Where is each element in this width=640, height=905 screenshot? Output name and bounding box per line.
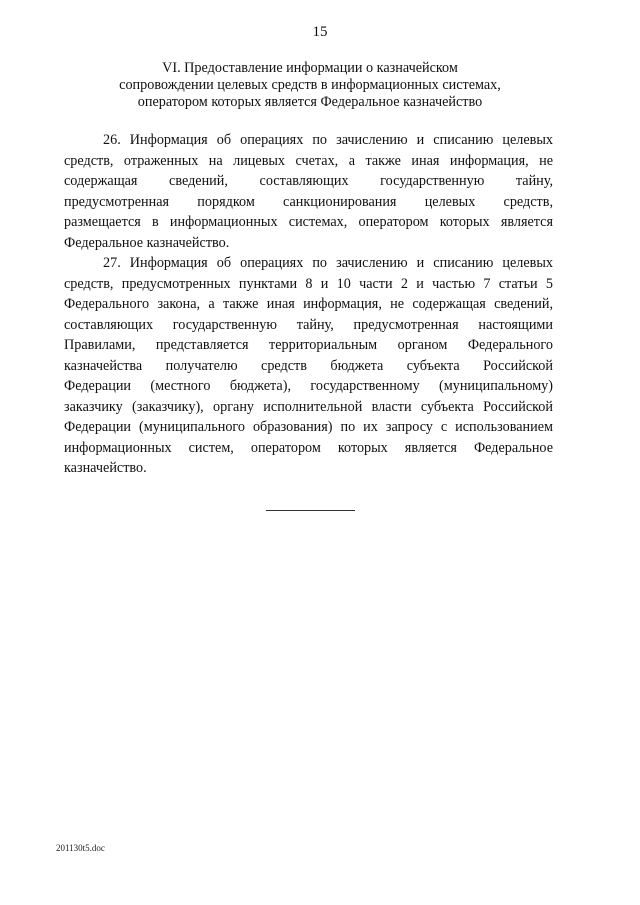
paragraph-line: казначейства получателю средств бюджета субъекта Российской [64,357,553,374]
paragraph-line: предусмотренная порядком санкционирования целевых средств, [64,193,553,210]
document-body [64,130,553,479]
page-number: 15 [312,24,328,40]
paragraph-line: заказчику (заказчику), органу исполнительной власти субъекта Российской [64,398,553,415]
paragraph-line: Федеральное казначейство. [64,234,230,251]
paragraph-line: составляющих государственную тайну, предусмотренная настоящими [64,316,553,333]
section-heading-line: VI. Предоставление информации о казначейском [162,60,458,76]
paragraph-line: информационных систем, оператором которых является Федеральное [64,439,553,456]
section-heading-line: сопровождении целевых средств в информационных системах, [119,77,501,93]
paragraph-line: казначейство. [64,460,147,476]
paragraph-line: Федерации (муниципального образования) по их запросу с использованием [64,419,553,435]
paragraph-26 [64,130,553,253]
paragraph-line: 26. Информация об операциях по зачислению и списанию целевых [103,132,553,148]
paragraph-line: Правилами, представляется территориальным органом Федерального [64,337,553,353]
paragraph-line: Федерации (местного бюджета), государственному (муниципальному) [64,378,553,394]
section-heading-line: оператором которых является Федеральное казначейство [137,94,483,110]
section-heading [60,60,560,111]
paragraph-line: средств, предусмотренных пунктами 8 и 10 части 2 и частью 7 статьи 5 [64,275,553,292]
footer-file-code: 201130t5.doc [56,843,105,853]
paragraph-line: 27. Информация об операциях по зачислению и списанию целевых [103,255,553,271]
paragraph-line: средств, отраженных на лицевых счетах, а также иная информация, не [64,152,553,169]
paragraph-27 [64,253,553,479]
paragraph-line: Федерального закона, а также иная информация, не содержащая сведений, [64,296,553,312]
end-divider [266,510,355,511]
paragraph-line: содержащая сведений, составляющих государственную тайну, [64,173,553,189]
paragraph-line: размещается в информационных системах, оператором которых является [64,214,553,230]
